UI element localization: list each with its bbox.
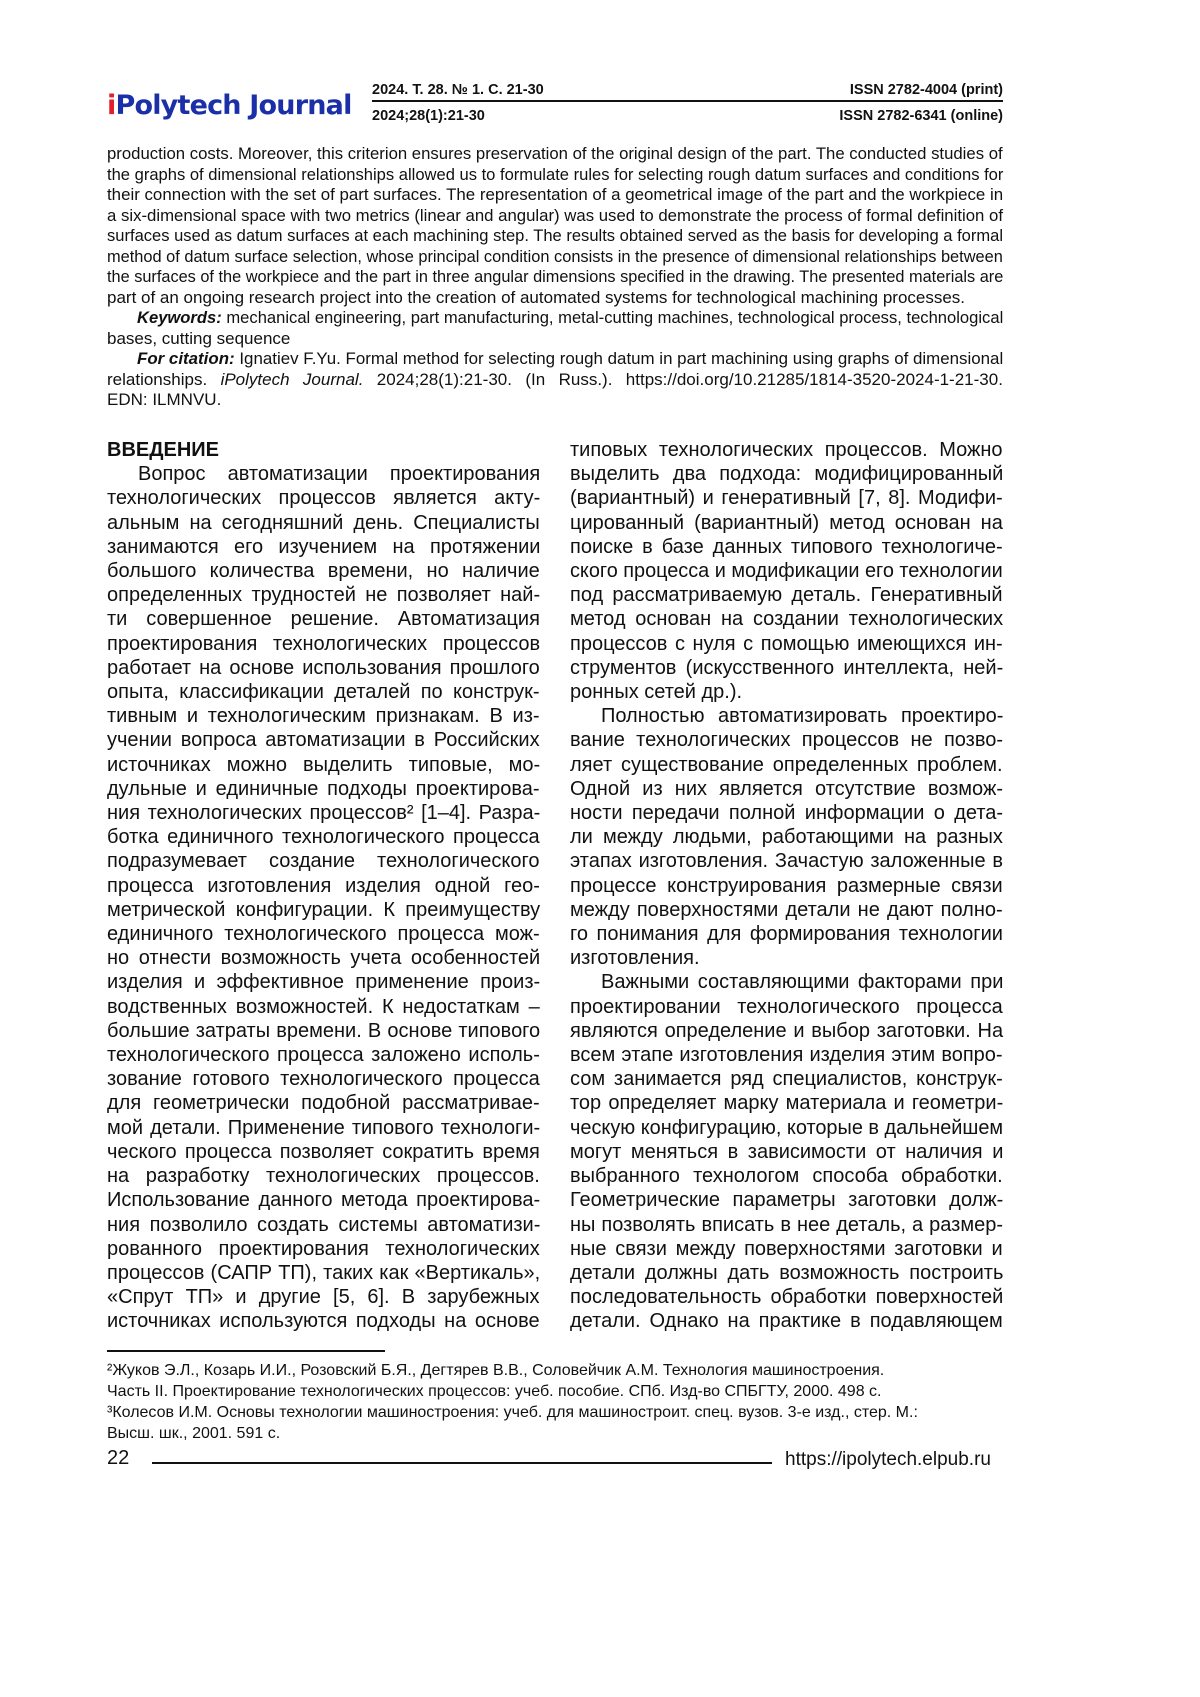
text-line [107,511,540,535]
text-line [107,704,540,728]
text-run: Ignatiev F.Yu. Formal method for selecting rough datum in part machining using graphs of dimensional [234,349,1004,368]
line-content [107,898,540,922]
line-content [601,704,1003,728]
text-line [107,185,1003,206]
line-content [107,1188,540,1212]
text-run: ны позволять вписать в нее деталь, а размер- [570,1213,1003,1236]
text-line [570,1091,1003,1115]
text-run: детали должны дать возможность построить [570,1261,1004,1284]
text-line [570,728,1003,752]
line-content [570,656,1003,680]
text-line [570,656,1003,680]
line-content [107,1423,280,1444]
text-line [107,656,540,680]
text-line [570,970,1003,994]
text-line [107,288,1003,309]
line-content [107,226,1003,247]
text-run: Использование данного метода проектирова- [107,1189,541,1212]
line-content [570,438,1003,462]
text-run: могут меняться в зависимости от наличия и [570,1140,1004,1163]
text-run: выделить два подхода: модифицированный [570,463,1004,486]
line-content [570,462,1003,486]
text-line [570,1067,1003,1091]
text-line [570,874,1003,898]
text-run: рованного проектирования технологических [107,1237,540,1260]
footnote-divider [107,1350,385,1352]
text-run: для геометрически подобной рассматривае- [107,1092,540,1115]
line-content [601,970,1003,994]
line-content [107,1213,540,1237]
line-content [570,1091,1003,1115]
text-line [570,632,1003,656]
text-run: ные связи между поверхностями заготовки и [570,1237,1003,1260]
text-line [107,1402,1003,1423]
text-run: Важными составляющими факторами при [601,971,1004,994]
text-run: дульные и единичные подходы проектирова- [107,777,540,800]
line-content [107,607,540,631]
text-run: сом занимается ряд специалистов, конструк- [570,1068,1003,1091]
text-line [107,1140,540,1164]
text-run: занимаются его изучением на протяжении [107,535,541,558]
text-run: production costs. Moreover, this criterion ensures preservation of the original design of the part. The conducted studies of [107,144,1003,163]
text-run: технологического процесса заложено исполь- [107,1044,540,1067]
text-line [570,535,1003,559]
line-content [107,583,540,607]
line-content [107,1116,540,1140]
text-run: большого количества времени, но наличие [107,560,540,583]
text-run: ти совершенное решение. Автоматизация [107,608,540,631]
line-content [570,753,1003,777]
text-run: выбранного технологом способа обработки. [570,1165,1003,1188]
text-line [107,607,540,631]
line-content [107,511,540,535]
line-content [137,349,1003,370]
line-content [570,632,1003,656]
line-content [570,874,1003,898]
line-content [570,1164,1003,1188]
text-run: на разработку технологических процессов. [107,1165,540,1188]
text-run: Высш. шк., 2001. 591 с. [107,1425,281,1442]
journal-logo: iPolytech Journal [107,90,352,121]
text-run: relationships. [107,369,221,389]
right-column [570,438,1003,1334]
line-content [107,704,540,728]
footer-divider [152,1462,772,1464]
page-number: 22 [107,1447,130,1469]
text-line [107,970,540,994]
footnotes [107,1360,1003,1444]
text-run: «Спрут ТП» и другие [5, 6]. В зарубежных [107,1286,540,1309]
line-content [107,680,540,704]
line-content [570,1285,1003,1309]
text-line [570,704,1003,728]
text-run: проектировании технологического процесса [570,995,1003,1018]
text-run: the surfaces of the workpiece and the part in three angular dimensions specified in the drawing. The presented materials are [107,267,1004,286]
issue-en: 2024;28(1):21-30 [372,108,485,124]
text-line [107,849,540,873]
line-content [107,1019,540,1043]
text-line [107,349,1003,370]
line-content [570,680,742,704]
text-run: Полностью автоматизировать проектиро- [601,705,1004,728]
text-line [570,801,1003,825]
text-run: всем этапе изготовления изделия этим вопро- [570,1044,1003,1067]
line-content [107,1091,540,1115]
text-line [107,144,1003,165]
text-run: опыта, классификации деталей по конструк- [107,681,540,704]
text-run: учении вопроса автоматизации в Российских [107,729,540,752]
text-line [107,1043,540,1067]
text-line [107,946,540,970]
text-run: большие затраты времени. В основе типового [107,1019,541,1042]
text-line [107,1164,540,1188]
line-content [570,583,1003,607]
line-content [107,185,1003,206]
text-line [570,753,1003,777]
line-content [107,632,540,656]
line-content [570,1019,1003,1043]
text-line [107,1188,540,1212]
text-run: ²Жуков Э.Л., Козарь И.И., Розовский Б.Я., Дегтярев В.В., Соловейчик А.М. Технология машиностроения. [107,1362,885,1379]
text-line [107,728,540,752]
text-run: источниках используются подходы на основе [107,1310,540,1333]
line-content [107,247,1003,268]
text-line [570,1213,1003,1237]
text-line [107,370,1003,391]
text-run: the graphs of dimensional relationships allowed us to formulate rules for selecting rough datum surfaces and conditions for [107,164,1004,184]
text-run: 2024;28(1):21-30. (In Russ.). https://doi.org/10.21285/1814-3520-2024-1-21-30. [363,369,1003,389]
text-line [570,1309,1003,1333]
text-line [570,922,1003,946]
line-content [107,1261,540,1285]
text-run: определенных трудностей не позволяет най- [107,584,541,607]
text-line [107,308,1003,329]
line-content [570,1043,1003,1067]
text-run: тивным и технологическим признакам. В из- [107,705,540,728]
text-run: ческую конфигурацию, которые в дальнейшем [570,1116,1004,1139]
text-line [570,486,1003,510]
text-line [107,267,1003,288]
text-line [107,874,540,898]
text-line [107,1285,540,1309]
text-line [570,946,1003,970]
text-run: тор определяет марку материала и геометри- [570,1092,1004,1115]
text-line [107,680,540,704]
line-content [570,1067,1003,1091]
line-content [570,1140,1003,1164]
line-content [570,1261,1003,1285]
text-run: ли между людьми, работающими на разных [570,826,1003,849]
header-divider [372,100,1003,102]
text-run: For citation: [137,349,235,368]
text-run: процессов (САПР ТП), таких как «Вертикаль», [107,1261,541,1284]
text-line [107,329,1003,350]
line-content [107,1237,540,1261]
line-content [570,559,1003,583]
line-content [107,206,1003,227]
left-column-body [107,462,540,1333]
text-run: под рассматриваемую деталь. Генеративный [570,584,1003,607]
text-line [570,1285,1003,1309]
text-run: последовательность обработки поверхностей [570,1286,1004,1309]
text-run: процессе конструирования размерные связи [570,874,1003,897]
text-line [570,511,1003,535]
text-run: вание технологических процессов не позво- [570,729,1004,752]
text-line [570,1019,1003,1043]
text-line [570,1164,1003,1188]
line-content [107,728,540,752]
line-content [107,946,540,970]
text-run: ляет существование определенных проблем. [570,753,1003,776]
line-content [138,462,540,486]
text-line [570,825,1003,849]
text-line [570,1043,1003,1067]
line-content [107,165,1003,186]
line-content [570,511,1003,535]
line-content [107,144,1003,165]
text-line [107,226,1003,247]
line-content [107,535,540,559]
text-run: мой детали. Применение типового технологи- [107,1116,541,1139]
line-content [107,486,540,510]
line-content [570,535,1003,559]
left-column [107,438,540,1334]
text-line [570,1237,1003,1261]
text-run: изготовления. [570,947,700,970]
text-line [107,1116,540,1140]
line-content [107,825,540,849]
text-line [570,777,1003,801]
text-line [570,1188,1003,1212]
text-run: (вариантный) и генеративный [7, 8]. Модифи- [570,487,1003,510]
text-run: Геометрические параметры заготовки долж- [570,1189,1004,1212]
text-line [107,1091,540,1115]
line-content [570,1116,1003,1140]
line-content [107,1043,540,1067]
text-run: ния позволило создать системы автоматизи- [107,1213,541,1236]
journal-url[interactable]: https://ipolytech.elpub.ru [785,1449,991,1470]
line-content [107,1402,918,1423]
text-run: этапах изготовления. Зачастую заложенные в [570,850,1003,873]
text-run: ронных сетей др.). [570,681,743,704]
issn-print: ISSN 2782-4004 (print) [849,82,1003,98]
text-run: цированный (вариантный) метод основан на [570,511,1003,534]
line-content [107,656,540,680]
line-content [107,559,540,583]
line-content [107,390,221,411]
line-content [107,1309,540,1333]
line-content [107,267,1003,288]
text-line [570,898,1003,922]
text-line [107,1213,540,1237]
text-run: метрической конфигурации. К преимуществу [107,898,541,921]
line-content [570,777,1003,801]
text-run: Часть II. Проектирование технологических процессов: учеб. пособие. СПб. Изд-во СПБГТУ, 2000. 498 с. [107,1383,882,1400]
text-line [107,995,540,1019]
text-run: являются определение и выбор заготовки. На [570,1019,1004,1042]
line-content [107,1285,540,1309]
line-content [107,1067,540,1091]
text-line [107,922,540,946]
text-run: Keywords: [137,308,222,327]
text-line [107,1309,540,1333]
text-line [570,1261,1003,1285]
text-line [570,607,1003,631]
text-line [107,801,540,825]
line-content [107,874,540,898]
text-line [107,1261,540,1285]
line-content [570,995,1003,1019]
text-run: ния технологических процессов² [1–4]. Разра- [107,802,541,825]
text-run: зование готового технологического процесса [107,1068,540,1091]
text-line [107,1067,540,1091]
text-run: процесса изготовления изделия одной гео- [107,874,540,897]
text-run: ческого процесса позволяет сократить время [107,1140,540,1163]
line-content [570,1237,1003,1261]
text-run: альным на сегодняшний день. Специалисты [107,511,540,534]
text-run: EDN: ILMNVU. [107,390,222,409]
text-line [107,165,1003,186]
line-content [570,728,1003,752]
text-run: ботка единичного технологического процесса [107,826,540,849]
text-run: part of an ongoing research project into the creation of automated systems for technological machining processes. [107,287,966,307]
text-line [107,1423,1003,1444]
text-line [107,898,540,922]
line-content [107,995,540,1019]
text-run: струментов (искусственного интеллекта, ней- [570,656,1004,679]
text-line [107,777,540,801]
text-line [107,390,1003,411]
text-line [570,559,1003,583]
text-run: работает на основе использования прошлого [107,656,540,679]
text-run: но отнести возможность учета особенностей [107,947,541,970]
text-line [107,247,1003,268]
line-content [137,308,1003,329]
text-run: ³Колесов И.М. Основы технологии машиностроения: учеб. для машиностроит. спец. вузов. 3-е изд., стер. М.: [107,1404,918,1421]
text-run: процессов с нуля с помощью имеющихся ин- [570,632,1003,655]
text-line [107,632,540,656]
line-content [107,329,290,350]
text-line [107,1360,1003,1381]
line-content [570,946,700,970]
text-line [107,1381,1003,1402]
line-content [570,922,1003,946]
line-content [107,370,1003,391]
text-run: surfaces used as datum surfaces at each machining step. The results obtained served as the basis for developing a formal [107,226,1004,245]
text-line [107,462,540,486]
text-line [570,583,1003,607]
line-content [107,801,540,825]
line-content [107,849,540,873]
line-content [107,1360,884,1381]
text-run: bases, cutting sequence [107,328,291,348]
text-line [570,1116,1003,1140]
line-content [570,898,1003,922]
text-line [107,206,1003,227]
text-run: Вопрос автоматизации проектирования [138,463,541,486]
text-run: method of datum surface selection, whose principal condition consists in the presence of dimensional relationships between [107,246,1003,266]
text-line [570,849,1003,873]
line-content [570,849,1003,873]
line-content [570,486,1003,510]
text-line [107,583,540,607]
text-run: iPolytech Journal. [220,369,364,389]
line-content [570,825,1003,849]
text-run: между поверхностями детали не дают полно- [570,898,1003,921]
line-content [570,801,1003,825]
text-line [107,1019,540,1043]
issn-online: ISSN 2782-6341 (online) [839,108,1003,124]
line-content [570,1213,1003,1237]
text-line [107,535,540,559]
text-run: детали. Однако на практике в подавляющем [570,1310,1003,1333]
text-run: проектирования технологических процессов [107,632,541,655]
text-run: единичного технологического процесса мож- [107,923,540,946]
text-run: изделия и эффективное применение произ- [107,971,541,994]
text-run: a six-dimensional space with two metrics (linear and angular) was used to demonstrate the process of formal definition of [107,205,1003,225]
text-line [570,462,1003,486]
text-run: водственных возможностей. К недостаткам – [107,995,540,1018]
text-run: their connection with the set of part surfaces. The representation of a geometrical image of the part and the workpiece in [107,185,1004,204]
text-line [107,825,540,849]
line-content [107,1381,881,1402]
text-run: подразумевает создание технологического [107,850,540,873]
line-content [570,607,1003,631]
text-run: типовых технологических процессов. Можно [570,439,1003,461]
text-line [570,680,1003,704]
text-run: Одной из них является отсутствие возмож- [570,777,1003,800]
section-heading: ВВЕДЕНИЕ [107,439,219,461]
text-run: mechanical engineering, part manufacturing, metal-cutting machines, technological process, technological [221,308,1004,327]
line-content [107,1140,540,1164]
line-content [107,970,540,994]
text-line [107,1237,540,1261]
text-line [570,438,1003,462]
text-line [107,559,540,583]
text-run: ности передачи полной информации о дета- [570,802,1004,825]
text-line [107,753,540,777]
text-run: источниках можно выделить типовые, мо- [107,753,541,776]
text-line [570,1140,1003,1164]
text-line [570,995,1003,1019]
text-run: технологических процессов является акту- [107,487,541,510]
issue-ru: 2024. Т. 28. № 1. С. 21-30 [372,82,544,98]
line-content [107,777,540,801]
text-run: го понимания для формирования технологии [570,923,1003,946]
line-content [107,922,540,946]
line-content [107,288,965,309]
text-line [107,486,540,510]
line-content [107,753,540,777]
line-content [570,1188,1003,1212]
text-run: ского процесса и модификации его технологии [570,560,1003,583]
text-run: поиске в базе данных типового технологиче- [570,535,1003,558]
text-run: метод основан на создании технологических [570,608,1004,631]
line-content [107,1164,540,1188]
line-content [570,1309,1003,1333]
abstract [107,144,1003,411]
